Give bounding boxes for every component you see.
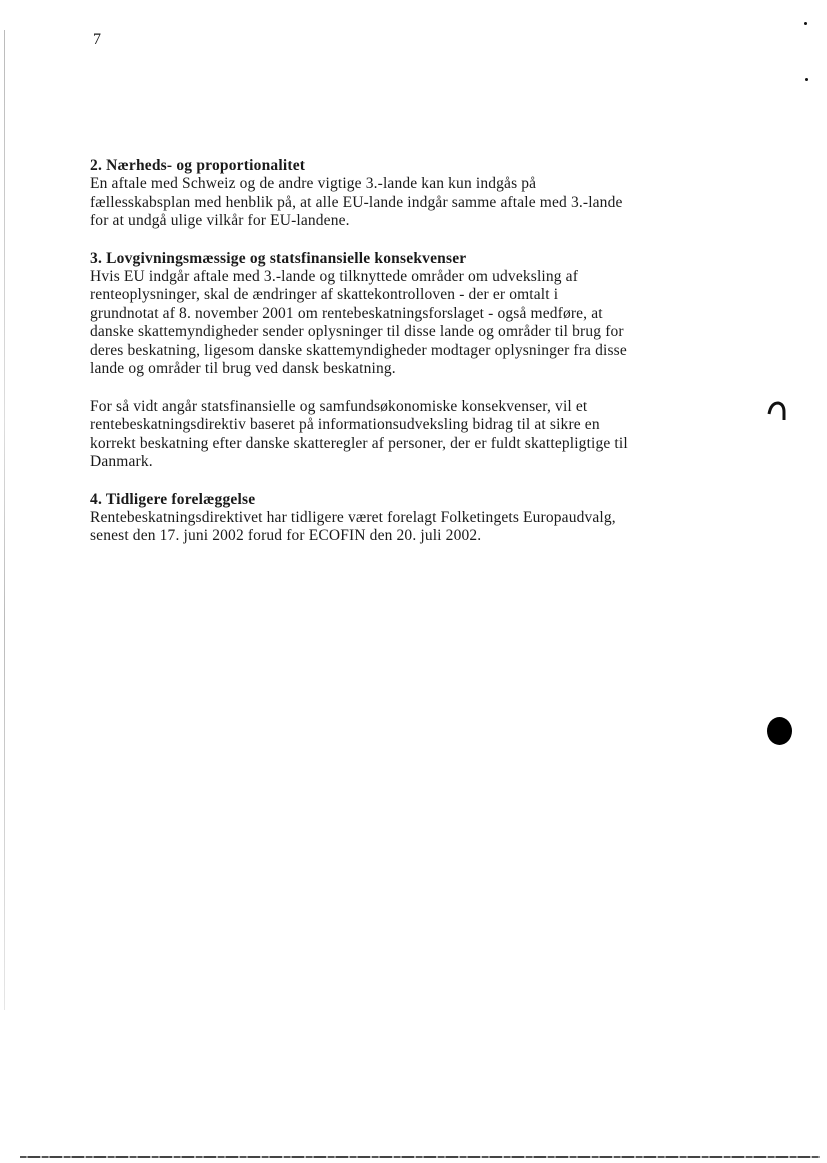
section-body [90, 268, 630, 472]
section-consequences [90, 250, 630, 472]
paragraph: Hvis EU indgår aftale med 3.-lande og tilknyttede områder om udveksling af renteoplysninger, skal de ændringer af skattekontrolloven - der er omtalt i grundnotat af 8. november 2001 om rentebeskatningsforslaget - også medføre, at danske skattemyndigheder sender oplysninger til disse lande og områder til brug for deres beskatning, ligesom danske skattemyndigheder modtager oplysninger fra disse lande og områder til brug ved dansk beskatning. [90, 267, 627, 377]
scan-speck [804, 22, 807, 25]
scan-margin-line [4, 30, 5, 1010]
section-heading: 4. Tidligere forelæggelse [90, 490, 256, 508]
section-body [90, 509, 630, 546]
staple-mark-icon [767, 400, 787, 422]
paragraph: En aftale med Schweiz og de andre vigtige 3.-lande kan kun indgås på fællesskabsplan med henblik på, at alle EU-lande indgår samme aftale med 3.-lande for at undgå ulige vilkår for EU-landene. [90, 175, 623, 229]
section-proportionality [90, 157, 630, 231]
scan-speck [805, 78, 808, 81]
paragraph: Rentebeskatningsdirektivet har tidligere været forelagt Folketingets Europaudvalg, senest den 17. juni 2002 forud for ECOFIN den 20. juli 2002. [90, 508, 616, 544]
section-previous-submission [90, 491, 630, 546]
page-number: 7 [93, 31, 101, 48]
section-heading: 2. Nærheds- og proportionalitet [90, 157, 306, 174]
paragraph: For så vidt angår statsfinansielle og samfundsøkonomiske konsekvenser, vil et rentebeskatningsdirektiv baseret på informationsudveksling bidrag til at sikre en korrekt beskatning efter danske skatteregler af personer, der er fuldt skattepligtige til Danmark. [90, 397, 628, 470]
section-heading: 3. Lovgivningsmæssige og statsfinansielle konsekvenser [90, 249, 467, 267]
document-body [90, 157, 630, 565]
section-body [90, 175, 630, 231]
punch-hole [767, 717, 792, 745]
scan-bottom-edge [20, 1156, 820, 1158]
